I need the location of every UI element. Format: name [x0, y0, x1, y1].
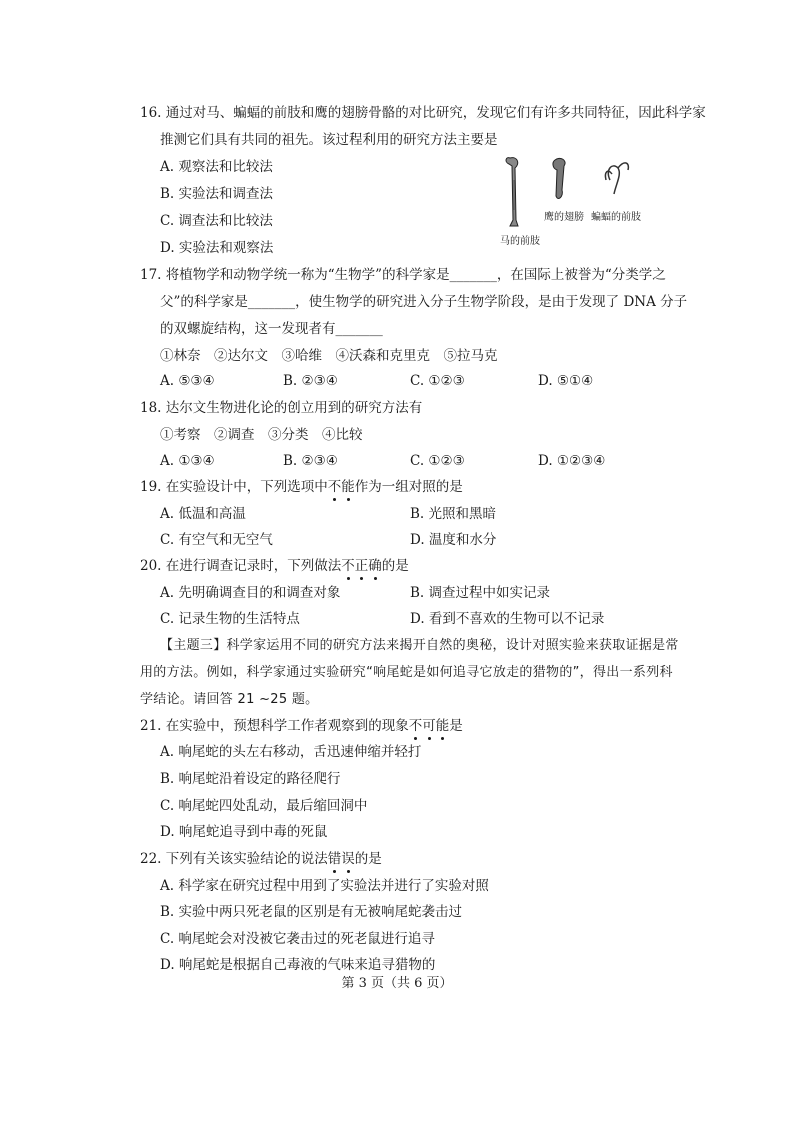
horse-forelimb-image: [506, 158, 518, 226]
q17-option-a: A. ⑤③④: [160, 373, 215, 389]
q21-option-c: C. 响尾蛇四处乱动，最后缩回洞中: [160, 798, 368, 814]
q20-emphasis-1: 不: [341, 558, 355, 574]
q17-items: ①林奈 ②达尔文 ③哈维 ④沃森和克里克 ⑤拉马克: [160, 348, 498, 364]
q21-emphasis-3: 能: [435, 718, 450, 734]
theme3-line2: 用的方法。例如，科学家通过实验研究“响尾蛇是如何追寻它放走的猎物的”，得出一系列科: [140, 665, 673, 680]
q22-option-a: A. 科学家在研究过程中用到了实验法并进行了实验对照: [160, 878, 489, 894]
q21-stem: [140, 717, 463, 735]
q21-stem-post: 是: [449, 718, 463, 734]
q20-option-d: D. 看到不喜欢的生物可以不记录: [410, 611, 605, 627]
q21-option-b: B. 响尾蛇沿着设定的路径爬行: [160, 771, 341, 787]
q21-option-d: D. 响尾蛇追寻到中毒的死鼠: [160, 824, 328, 840]
q16-option-b: B. 实验法和调查法: [160, 186, 274, 202]
q20-stem: [140, 557, 409, 575]
q18-stem: 18. 达尔文生物进化论的创立用到的研究方法有: [140, 400, 423, 416]
q22-stem-post: 的是: [354, 851, 382, 867]
q19-option-b: B. 光照和黑暗: [410, 506, 497, 522]
q22-option-b: B. 实验中两只死老鼠的区别是有无被响尾蛇袭击过: [160, 904, 463, 920]
q20-stem-post: 的是: [381, 558, 409, 574]
q22-emphasis-2: 误: [341, 851, 355, 867]
q16-stem-line1: 16. 通过对马、蝙蝠的前肢和鹰的翅膀骨骼的对比研究，发现它们有许多共同特征，因此科学家: [140, 105, 706, 121]
bone-comparison-figure: [500, 150, 660, 250]
q17-stem-line3: 的双螺旋结构，这一发现者有_______: [160, 321, 383, 337]
q19-emphasis-1: 不: [327, 479, 342, 495]
q16-stem-line2: 推测它们具有共同的祖先。该过程利用的研究方法主要是: [160, 132, 498, 148]
q22-option-c: C. 响尾蛇会对没被它袭击过的死老鼠进行追寻: [160, 931, 435, 947]
q17-option-b: B. ②③④: [283, 373, 338, 389]
q20-option-b: B. 调查过程中如实记录: [410, 585, 551, 601]
q21-option-a: A. 响尾蛇的头左右移动，舌迅速伸缩并轻打: [160, 744, 422, 760]
q19-stem-pre: 19. 在实验设计中，下列选项中: [140, 479, 328, 495]
q19-stem-post: 作为一组对照的是: [354, 479, 463, 495]
eagle-wing-image: [553, 158, 565, 198]
q21-emphasis-2: 可: [422, 718, 436, 734]
q19-emphasis-2: 能: [341, 479, 355, 495]
q22-stem: [140, 850, 382, 868]
q20-emphasis-3: 确: [368, 558, 382, 574]
bat-forelimb-label: 蝙蝠的前肢: [591, 212, 641, 223]
q16-option-d: D. 实验法和观察法: [160, 240, 274, 256]
q20-stem-pre: 20. 在进行调查记录时，下列做法: [140, 558, 342, 574]
q22-stem-pre: 22. 下列有关该实验结论的说法: [140, 851, 328, 867]
q20-option-c: C. 记录生物的生活特点: [160, 611, 300, 627]
theme3-line1: 【主题三】科学家运用不同的研究方法来揭开自然的奥秘，设计对照实验来获取证据是常: [160, 638, 679, 653]
q18-items: ①考察 ②调查 ③分类 ④比较: [160, 427, 363, 443]
q18-option-d: D. ①②③④: [538, 453, 606, 469]
bat-forelimb-image: [605, 163, 628, 194]
horse-forelimb-label: 马的前肢: [500, 236, 540, 247]
q22-option-d: D. 响尾蛇是根据自己毒液的气味来追寻猎物的: [160, 957, 436, 973]
q16-option-a: A. 观察法和比较法: [160, 159, 273, 175]
q21-stem-pre: 21. 在实验中，预想科学工作者观察到的现象: [140, 718, 409, 734]
q18-option-c: C. ①②③: [410, 453, 465, 469]
q20-option-a: A. 先明确调查目的和调查对象: [160, 585, 341, 601]
q19-option-a: A. 低温和高温: [160, 506, 246, 522]
eagle-wing-label: 鹰的翅膀: [544, 212, 584, 223]
theme3-line3: 学结论。请回答 21 ~25 题。: [140, 692, 319, 707]
q16-option-c: C. 调查法和比较法: [160, 213, 273, 229]
page-number: 第 3 页（共 6 页）: [341, 976, 453, 991]
q17-stem-line1: 17. 将植物学和动物学统一称为“生物学”的科学家是_______，在国际上被誉为“分类学之: [140, 267, 666, 283]
q17-option-d: D. ⑤①④: [538, 373, 594, 389]
q17-stem-line2: 父”的科学家是_______，使生物学的研究进入分子生物学阶段，是由于发现了 DNA 分子: [160, 294, 688, 310]
q22-emphasis-1: 错: [327, 851, 342, 867]
q17-option-c: C. ①②③: [410, 373, 465, 389]
q19-option-c: C. 有空气和无空气: [160, 532, 273, 548]
q19-option-d: D. 温度和水分: [410, 532, 497, 548]
q18-option-b: B. ②③④: [283, 453, 338, 469]
q20-emphasis-2: 正: [354, 558, 369, 574]
q19-stem: [140, 478, 463, 496]
q18-option-a: A. ①③④: [160, 453, 215, 469]
q21-emphasis-1: 不: [408, 718, 423, 734]
